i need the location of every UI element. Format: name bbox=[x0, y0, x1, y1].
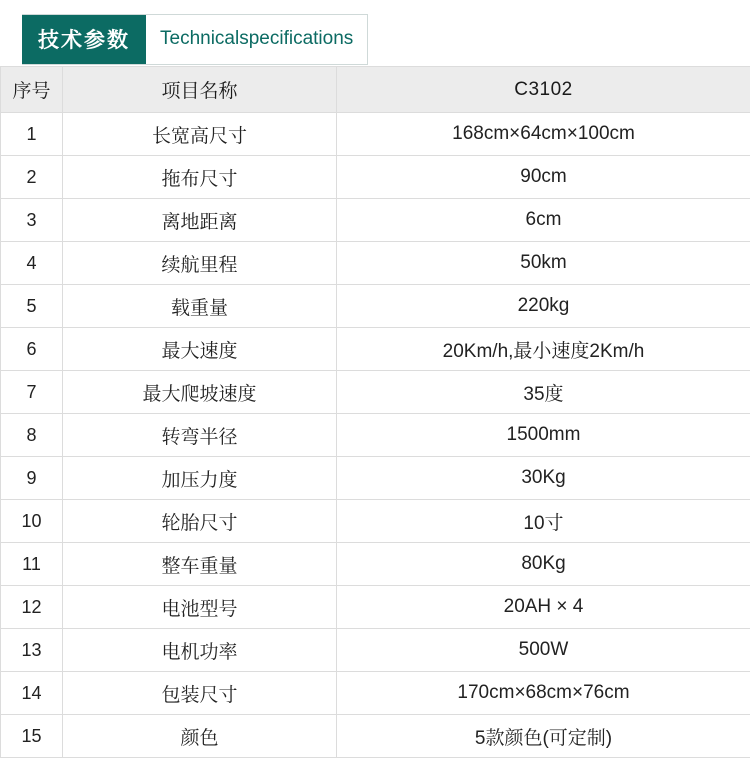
cell-item-name: 最大速度 bbox=[63, 328, 337, 371]
cell-item-name: 电机功率 bbox=[63, 629, 337, 672]
cell-item-name: 离地距离 bbox=[63, 199, 337, 242]
table-row bbox=[1, 500, 750, 543]
cell-index: 14 bbox=[1, 672, 63, 715]
cell-index: 9 bbox=[1, 457, 63, 500]
table-row bbox=[1, 242, 750, 285]
table-row bbox=[1, 457, 750, 500]
cell-item-value: 500W bbox=[337, 629, 750, 672]
table-row bbox=[1, 414, 750, 457]
cell-item-value: 30Kg bbox=[337, 457, 750, 500]
cell-item-value: 220kg bbox=[337, 285, 750, 328]
table-row bbox=[1, 543, 750, 586]
column-header-model: C3102 bbox=[337, 67, 750, 113]
cell-item-value: 5款颜色(可定制) bbox=[337, 715, 750, 758]
cell-item-name: 转弯半径 bbox=[63, 414, 337, 457]
table-row bbox=[1, 629, 750, 672]
column-header-index: 序号 bbox=[1, 67, 63, 113]
table-row bbox=[1, 586, 750, 629]
table-row bbox=[1, 715, 750, 758]
cell-index: 10 bbox=[1, 500, 63, 543]
section-header bbox=[0, 0, 750, 66]
table-row bbox=[1, 113, 750, 156]
cell-index: 1 bbox=[1, 113, 63, 156]
header-title-en: Technicalspecifications bbox=[146, 15, 367, 64]
cell-item-name: 拖布尺寸 bbox=[63, 156, 337, 199]
table-row bbox=[1, 156, 750, 199]
cell-item-value: 1500mm bbox=[337, 414, 750, 457]
cell-item-name: 加压力度 bbox=[63, 457, 337, 500]
cell-item-name: 颜色 bbox=[63, 715, 337, 758]
cell-index: 4 bbox=[1, 242, 63, 285]
cell-index: 3 bbox=[1, 199, 63, 242]
cell-item-name: 轮胎尺寸 bbox=[63, 500, 337, 543]
cell-index: 12 bbox=[1, 586, 63, 629]
column-header-name: 项目名称 bbox=[63, 67, 337, 113]
cell-index: 8 bbox=[1, 414, 63, 457]
cell-item-name: 电池型号 bbox=[63, 586, 337, 629]
cell-item-value: 10寸 bbox=[337, 500, 750, 543]
cell-index: 13 bbox=[1, 629, 63, 672]
cell-item-value: 90cm bbox=[337, 156, 750, 199]
cell-item-value: 35度 bbox=[337, 371, 750, 414]
header-title-cn: 技术参数 bbox=[22, 15, 146, 64]
cell-item-name: 整车重量 bbox=[63, 543, 337, 586]
cell-index: 15 bbox=[1, 715, 63, 758]
cell-item-value: 80Kg bbox=[337, 543, 750, 586]
table-row bbox=[1, 328, 750, 371]
cell-item-name: 续航里程 bbox=[63, 242, 337, 285]
spec-table bbox=[0, 66, 750, 758]
header-title-block bbox=[22, 14, 368, 65]
cell-item-value: 20AH × 4 bbox=[337, 586, 750, 629]
cell-index: 11 bbox=[1, 543, 63, 586]
spec-table-body bbox=[1, 113, 750, 758]
spec-table-container bbox=[0, 66, 750, 758]
cell-item-value: 168cm×64cm×100cm bbox=[337, 113, 750, 156]
table-header-row bbox=[1, 67, 750, 113]
cell-item-value: 6cm bbox=[337, 199, 750, 242]
cell-item-name: 最大爬坡速度 bbox=[63, 371, 337, 414]
table-row bbox=[1, 199, 750, 242]
cell-index: 6 bbox=[1, 328, 63, 371]
spec-table-head bbox=[1, 67, 750, 113]
table-row bbox=[1, 672, 750, 715]
cell-item-name: 长宽高尺寸 bbox=[63, 113, 337, 156]
cell-item-name: 包装尺寸 bbox=[63, 672, 337, 715]
cell-index: 2 bbox=[1, 156, 63, 199]
cell-item-value: 50km bbox=[337, 242, 750, 285]
cell-index: 5 bbox=[1, 285, 63, 328]
cell-index: 7 bbox=[1, 371, 63, 414]
cell-item-value: 170cm×68cm×76cm bbox=[337, 672, 750, 715]
cell-item-value: 20Km/h,最小速度2Km/h bbox=[337, 328, 750, 371]
table-row bbox=[1, 371, 750, 414]
cell-item-name: 载重量 bbox=[63, 285, 337, 328]
table-row bbox=[1, 285, 750, 328]
